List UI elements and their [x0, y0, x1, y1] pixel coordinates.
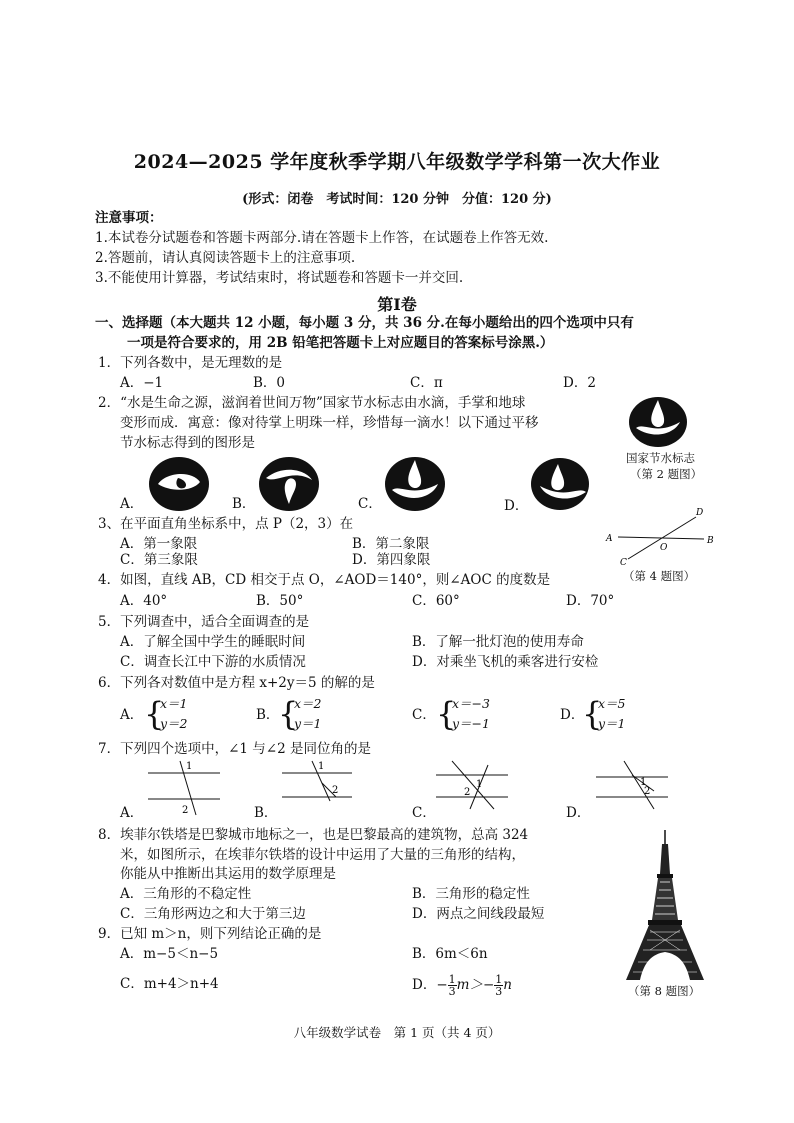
q2-option-a-figure-icon	[148, 456, 210, 512]
q2-option-c-figure-icon	[384, 454, 446, 512]
q1-option-d: D．2	[563, 375, 596, 391]
volume-title: 第Ⅰ卷	[377, 295, 417, 314]
q2-option-c: C．	[358, 496, 382, 512]
exam-title: 2024—2025 学年度秋季学期八年级数学学科第一次大作业	[133, 151, 661, 173]
q1-stem: 1．下列各数中，是无理数的是	[98, 355, 283, 371]
q2-option-b: B．	[232, 496, 256, 512]
q4-option-d: D．70°	[566, 593, 615, 609]
q9-d-n-part: n	[503, 977, 512, 993]
q2-option-d-figure-icon	[530, 456, 590, 512]
q8-option-c: C．三角形两边之和大于第三边	[120, 906, 306, 922]
q3-stem: 3、在平面直角坐标系中，点 P（2，3）在	[98, 516, 354, 532]
q6-option-d-eq2: y＝1	[598, 716, 626, 731]
q6-option-b-label: B．	[256, 707, 280, 723]
q9-d-fraction	[448, 974, 457, 997]
q7-a-angle-2: 2	[182, 805, 189, 816]
q7-c-angle-2: 2	[464, 787, 471, 798]
q3-option-c: C．第三象限	[120, 552, 198, 568]
q6-option-d-label: D．	[560, 707, 585, 723]
q8-figure-caption: （第 8 题图）	[628, 984, 701, 998]
q9-d-fraction-2	[494, 974, 503, 997]
q9-d-m-part: m＞	[456, 977, 483, 993]
note-item: 3.不能使用计算器，考试结束时，将试题卷和答题卡一并交回.	[95, 270, 464, 286]
q9-option-b: B．6m＜6n	[412, 946, 488, 962]
q7-option-c: C．	[412, 805, 436, 821]
q4-option-b: B．50°	[256, 593, 304, 609]
q8-stem-3: 你能从中推断出其运用的数学原理是	[120, 866, 336, 882]
q6-option-a-label: A．	[120, 707, 144, 723]
q6-option-b-eq2: y＝1	[294, 716, 322, 731]
section-heading-cont: 一项是符合要求的，用 2B 铅笔把答题卡上对应题目的答案标号涂黑.）	[127, 335, 554, 351]
q9-d-denominator: 3	[448, 985, 456, 998]
q7-c-angle-1: 1	[476, 779, 483, 790]
minus-sign: −	[482, 977, 495, 993]
exam-subtitle: (形式：闭卷 考试时间：120 分钟 分值：120 分)	[242, 192, 552, 207]
q8-option-b: B．三角形的稳定性	[412, 886, 530, 902]
q1-option-a: A．−1	[120, 375, 164, 391]
q2-stem-3: 节水标志得到的图形是	[120, 435, 255, 451]
q6-option-b-eq1: x＝2	[294, 696, 322, 711]
q4-option-c: C．60°	[412, 593, 460, 609]
q6-stem: 6．下列各对数值中是方程 x+2y＝5 的解的是	[98, 675, 375, 691]
q3-option-a: A．第一象限	[120, 536, 198, 552]
q4-label-a: A	[606, 534, 613, 544]
q4-option-a: A．40°	[120, 593, 168, 609]
q7-option-a-figure	[142, 757, 222, 817]
q7-d-angle-2: 2	[644, 786, 651, 797]
q7-b-angle-2: 2	[332, 785, 339, 796]
page-footer: 八年级数学试卷 第 1 页（共 4 页）	[293, 1025, 501, 1040]
q3-option-b: B．第二象限	[352, 536, 430, 552]
q5-option-a: A．了解全国中学生的睡眠时间	[120, 634, 306, 650]
q9-stem: 9．已知 m＞n，则下列结论正确的是	[98, 926, 322, 942]
q2-option-d: D．	[504, 498, 529, 514]
q8-option-d: D．两点之间线段最短	[412, 906, 545, 922]
q4-label-b: B	[707, 536, 714, 546]
q4-stem: 4．如图，直线 AB，CD 相交于点 O，∠AOD＝140°，则∠AOC 的度数是	[98, 572, 551, 588]
q6-option-a-eq1: x＝1	[160, 696, 188, 711]
q6-option-c-eq2: y＝−1	[452, 716, 490, 731]
q6-option-b-brace: {	[278, 695, 299, 733]
q6-option-a-brace: {	[144, 695, 165, 733]
q7-a-angle-1: 1	[186, 761, 193, 772]
q4-label-d: D	[696, 508, 704, 518]
water-saving-logo-icon	[628, 392, 688, 448]
note-item: 2.答题前，请认真阅读答题卡上的注意事项.	[95, 250, 356, 266]
q9-d-numerator-2: 1	[495, 973, 503, 986]
q9-option-d	[412, 966, 512, 1004]
q8-stem-2: 米，如图所示，在埃菲尔铁塔的设计中运用了大量的三角形的结构，	[120, 847, 525, 863]
q5-option-b: B．了解一批灯泡的使用寿命	[412, 634, 584, 650]
q1-option-b: B．0	[253, 375, 286, 391]
q8-stem: 8．埃菲尔铁塔是巴黎城市地标之一，也是巴黎最高的建筑物，总高 324	[98, 827, 529, 843]
q1-option-c: C．π	[410, 375, 443, 391]
q4-intersecting-lines-figure	[604, 505, 716, 567]
q2-logo-label: 国家节水标志	[626, 451, 695, 465]
q7-option-c-figure	[432, 757, 512, 811]
notes-heading: 注意事项：	[95, 210, 163, 226]
q2-option-a: A．	[120, 496, 144, 512]
q5-option-c: C．调查长江中下游的水质情况	[120, 654, 306, 670]
q7-stem: 7．下列四个选项中，∠1 与∠2 是同位角的是	[98, 741, 371, 757]
q7-d-angle-1: 1	[640, 777, 647, 788]
eiffel-tower-icon	[620, 830, 710, 982]
q9-d-denominator-2: 3	[495, 985, 503, 998]
q7-option-b-figure	[274, 757, 354, 807]
q9-option-a: A．m−5＜n−5	[120, 946, 219, 962]
minus-sign: −	[436, 977, 448, 993]
q6-option-d-eq1: x＝5	[598, 696, 626, 711]
q6-option-d-brace: {	[582, 695, 603, 733]
q8-option-a: A．三角形的不稳定性	[120, 886, 252, 902]
q4-figure-caption: （第 4 题图）	[623, 569, 696, 583]
q5-stem: 5．下列调查中，适合全面调查的是	[98, 614, 310, 630]
q7-option-d-figure	[592, 757, 672, 811]
q7-option-b: B．	[254, 805, 278, 821]
q6-option-c-brace: {	[436, 695, 457, 733]
q7-option-d: D．	[566, 805, 591, 821]
q5-option-d: D．对乘坐飞机的乘客进行安检	[412, 654, 599, 670]
q6-option-c-eq1: x＝−3	[452, 696, 490, 711]
q6-option-c-label: C．	[412, 707, 436, 723]
q9-d-numerator: 1	[448, 973, 456, 986]
q2-option-b-figure-icon	[258, 456, 320, 512]
q2-stem-2: 变形而成．寓意：像对待掌上明珠一样，珍惜每一滴水！以下通过平移	[120, 415, 539, 431]
q2-stem: 2．“水是生命之源，滋润着世间万物”国家节水标志由水滴，手掌和地球	[98, 395, 526, 411]
q2-figure-caption: （第 2 题图）	[630, 467, 703, 481]
q9-option-d-label: D．	[412, 977, 437, 993]
q3-option-d: D．第四象限	[352, 552, 431, 568]
q4-label-c: C	[620, 558, 627, 567]
note-item: 1.本试卷分试题卷和答题卡两部分.请在答题卡上作答，在试题卷上作答无效.	[95, 230, 549, 246]
q7-b-angle-1: 1	[318, 761, 325, 772]
q7-option-a: A．	[120, 805, 144, 821]
q6-option-a-eq2: y＝2	[160, 716, 188, 731]
section-heading: 一、选择题（本大题共 12 小题，每小题 3 分，共 36 分.在每小题给出的四个选项中只有	[95, 315, 634, 331]
q4-label-o: O	[660, 543, 668, 553]
q9-option-c: C．m+4＞n+4	[120, 976, 219, 992]
